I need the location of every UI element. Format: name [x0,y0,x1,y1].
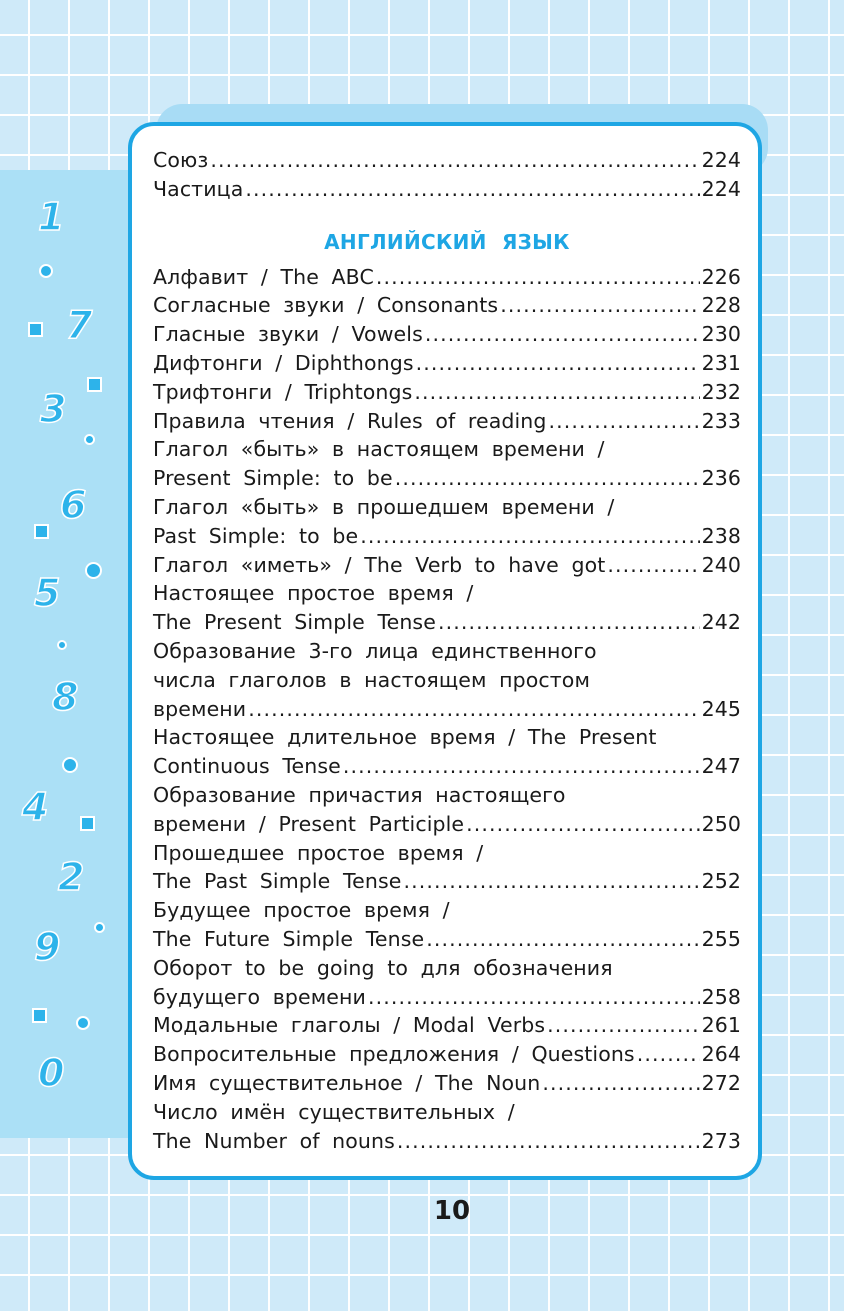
toc-entry-row [153,291,741,320]
dot-leader [607,551,699,580]
toc-entry-page: 264 [701,1042,741,1067]
toc-entry-page: 236 [701,466,741,491]
toc-entry-page: 240 [701,552,741,577]
toc-entry-row [153,464,741,493]
dot-leader [414,378,699,407]
decor-digit: 4 [22,785,49,829]
decor-dot [94,922,105,933]
toc-entry-title: The Present Simple Tense [153,610,436,635]
toc-entry [153,407,741,436]
toc-entry-title: Глагол «иметь» / The Verb to have got [153,552,606,577]
toc-entry-title: Имя существительное / The Noun [153,1070,541,1095]
toc-entry-row [153,695,741,724]
toc-entry-page: 232 [701,379,741,404]
dot-leader [376,263,700,292]
dot-leader [248,695,699,724]
toc-entry-page: 258 [701,984,741,1009]
toc-entry-page: 238 [701,523,741,548]
toc-entry-title: Дифтонги / Diphthongs [153,350,414,375]
toc-entry-row [153,522,741,551]
section-title: АНГЛИЙСКИЙ ЯЗЫК [324,229,570,254]
toc-entry-page: 261 [701,1013,741,1038]
toc-entry-row [153,752,741,781]
toc-entry-title-line: Будущее простое время / [153,898,450,923]
toc-entry-title-line: Настоящее простое время / [153,581,474,606]
dot-leader [343,752,700,781]
toc-entry-title-line: Настоящее длительное время / The Present [153,725,657,750]
toc-entry [153,579,741,637]
decor-square [28,322,43,337]
decor-digit: 8 [52,675,79,719]
toc-entry-row [153,1011,741,1040]
toc-entry-title-line: Число имён существительных / [153,1099,515,1124]
decor-digit: 1 [38,195,65,239]
toc-entry-row [153,349,741,378]
decor-square [80,816,95,831]
decor-dot [57,640,67,650]
toc-entry-page: 230 [701,322,741,347]
toc-entry-title: Present Simple: to be [153,466,393,491]
toc-entry-page: 255 [701,926,741,951]
toc-entry [153,435,741,493]
toc-entry-title: The Number of nouns [153,1128,395,1153]
toc-entry-title: Согласные звуки / Consonants [153,293,499,318]
toc-entry-row [153,551,741,580]
toc-entry [153,551,741,580]
toc-entry-title: Алфавит / The ABC [153,264,374,289]
toc-entry-page: 242 [701,610,741,635]
toc-list-english [153,263,741,1156]
decor-dot [84,434,95,445]
toc-entry-title: Continuous Tense [153,754,341,779]
dot-leader [542,1069,699,1098]
toc-entry [153,954,741,1012]
dot-leader [425,320,700,349]
toc-entry-row [153,320,741,349]
dot-leader [416,349,700,378]
decor-digit: 9 [34,925,61,969]
toc-entry-title-line: Оборот to be going to для обозначения [153,955,613,980]
toc-entry-row [153,608,741,637]
toc-entry-title: времени / Present Participle [153,811,465,836]
dot-leader [360,522,699,551]
toc-entry-title: Гласные звуки / Vowels [153,322,423,347]
decor-digit: 0 [38,1051,65,1095]
toc-entry-title: будущего времени [153,984,366,1009]
toc-entry [153,175,741,204]
dot-leader [395,464,700,493]
decor-square [34,524,49,539]
toc-entry-row [153,983,741,1012]
dot-leader [637,1040,700,1069]
decor-digit: 2 [58,855,85,899]
decor-dot [39,264,53,278]
toc-entry [153,781,741,839]
dot-leader [368,983,700,1012]
toc-entry [153,1069,741,1098]
page-number: 10 [433,1196,471,1226]
toc-entry-page: 233 [701,408,741,433]
dot-leader [397,1127,700,1156]
toc-entry-row [153,1040,741,1069]
toc-entry-page: 224 [701,148,741,172]
toc-entry [153,1011,741,1040]
toc-entry-row [153,867,741,896]
decor-square [32,1008,47,1023]
toc-entry-page: 226 [701,264,741,289]
toc-entry-title: Past Simple: to be [153,523,359,548]
toc-entry-title-line: Прошедшее простое время / [153,840,484,865]
toc-entry [153,320,741,349]
toc-entry-title: The Past Simple Tense [153,869,402,894]
toc-entry-title-line: Глагол «быть» в прошедшем времени / [153,494,615,519]
dot-leader [547,1011,699,1040]
dot-leader [426,925,699,954]
toc-entry [153,723,741,781]
toc-entry-row [153,1069,741,1098]
toc-entry-page: 245 [701,696,741,721]
toc-entry-page: 224 [701,176,741,201]
dot-leader [549,407,700,436]
toc-entry-title: Союз [153,148,209,172]
dot-leader [210,146,699,175]
decor-square [87,377,102,392]
dot-leader [466,810,699,839]
decor-digit: 3 [40,387,67,431]
toc-entry-page: 273 [701,1128,741,1153]
toc-entry-page: 272 [701,1070,741,1095]
toc-entry [153,839,741,897]
toc-entry [153,637,741,723]
decor-digit: 6 [60,483,87,527]
decor-digit: 5 [34,571,61,615]
toc-entry-row [153,810,741,839]
toc-entry-title: Модальные глаголы / Modal Verbs [153,1013,546,1038]
decor-digit: 7 [66,303,93,347]
toc-entry [153,493,741,551]
toc-entry-title-line: Образование 3-го лица единственного [153,638,597,663]
toc-list-previous-section [153,146,741,204]
toc-entry [153,263,741,292]
toc-entry [153,291,741,320]
toc-entry-page: 228 [701,293,741,318]
decor-dot [85,562,102,579]
toc-entry-title: времени [153,696,247,721]
toc-entry-row [153,175,741,204]
toc-entry-row [153,378,741,407]
toc-entry-row [153,1127,741,1156]
table-of-contents [153,146,741,1155]
decor-dot [62,757,78,773]
dot-leader [438,608,700,637]
toc-entry-title: The Future Simple Tense [153,926,425,951]
toc-entry [153,146,741,175]
toc-entry-row [153,146,741,175]
side-decor-strip [0,170,128,1138]
toc-entry-title: Вопросительные предложения / Questions [153,1042,635,1067]
toc-entry-title-line: Образование причастия настоящего [153,782,566,807]
toc-entry [153,378,741,407]
toc-entry-title-line: числа глаголов в настоящем простом [153,667,591,692]
toc-entry [153,349,741,378]
toc-entry-title: Правила чтения / Rules of reading [153,408,547,433]
toc-entry-row [153,407,741,436]
toc-entry [153,1098,741,1156]
decor-dot [76,1016,90,1030]
toc-entry-title-line: Глагол «быть» в настоящем времени / [153,437,605,462]
dot-leader [500,291,699,320]
toc-entry [153,896,741,954]
dot-leader [245,175,699,204]
toc-entry-title: Частица [153,176,244,201]
toc-entry-page: 247 [701,754,741,779]
toc-entry [153,1040,741,1069]
toc-entry-row [153,925,741,954]
toc-entry-page: 231 [701,350,741,375]
toc-entry-row [153,263,741,292]
dot-leader [403,867,699,896]
toc-entry-page: 252 [701,869,741,894]
toc-entry-title: Трифтонги / Triphtongs [153,379,413,404]
toc-entry-page: 250 [701,811,741,836]
